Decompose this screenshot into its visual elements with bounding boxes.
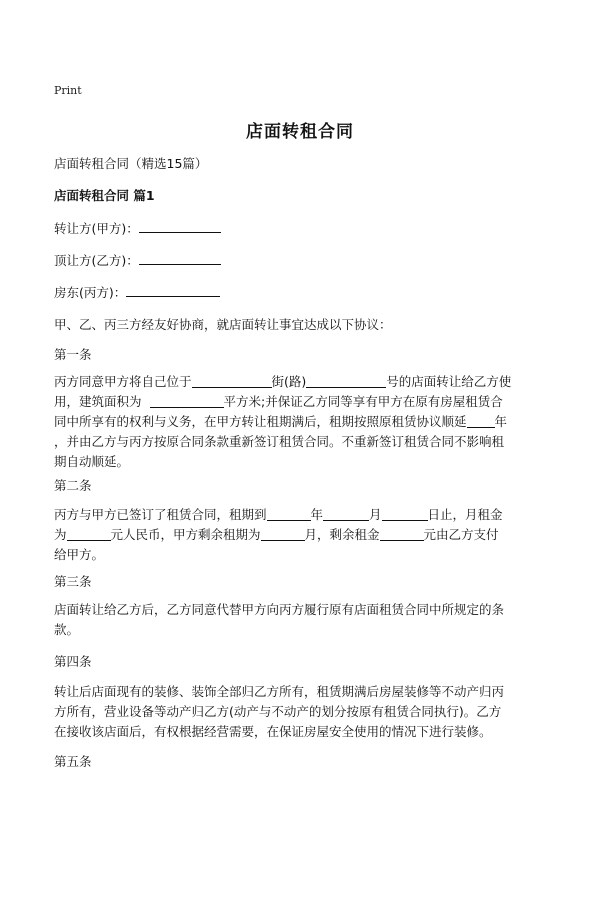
article-3-text: 款。 [54,622,80,637]
years-blank [467,414,495,428]
party-transferee-label: 顶让方(乙方)： [54,253,139,268]
print-label[interactable]: Print [54,84,82,97]
article-1-text: ，并由乙方与丙方按原合同条款重新签订租赁合同。不重新签订租赁合同不影响租 [54,434,505,449]
article-3-body [54,600,554,640]
party-transferor-blank [139,220,221,233]
article-1-body [54,372,554,472]
article-4-body [54,682,554,742]
article-4-title: 第四条 [54,654,92,669]
article-2-text: 元由乙方支付 [423,527,499,542]
document-subtitle: 店面转租合同（精选15篇） [54,156,208,171]
lease-day-blank [382,507,428,521]
party-transferor-label: 转让方(甲方)： [54,221,139,236]
article-1-text: 年 [494,414,508,429]
article-2-text: 月 [369,507,382,522]
article-2-text: 丙方与甲方已签订了租赁合同，租期到 [54,507,267,522]
article-4-text: 在接收该店面后，有权根据经营需要，在保证房屋安全使用的情况下进行装修。 [54,724,492,739]
section-heading: 店面转租合同 篇1 [54,188,155,203]
article-2-text: 月，剩余租金 [304,527,380,542]
number-blank [306,374,386,388]
article-4-text: 转让后店面现有的装修、装饰全部归乙方所有，租赁期满后房屋装修等不动产归丙 [54,684,505,699]
article-5-title: 第五条 [54,754,92,769]
article-2-body [54,505,554,565]
article-1-text: 同中所享有的权利与义务，在甲方转让租期满后，租期按照原租赁协议顺延 [54,414,467,429]
lease-month-blank [323,507,369,521]
article-1-text: 丙方同意甲方将自己位于 [54,374,192,389]
article-1-text: 街(路) [271,374,307,389]
article-1-text: 平方米;并保证乙方同等享有甲方在原有房屋租赁合 [223,394,503,409]
party-transferee-blank [139,252,221,265]
party-transferee-line [54,251,221,269]
article-3-title: 第三条 [54,574,92,589]
article-1-title: 第一条 [54,347,92,362]
article-2-text: 日止，月租金 [427,507,503,522]
article-1-text: 用，建筑面积为 [54,394,142,409]
street-blank [192,374,272,388]
party-landlord-blank [126,284,220,297]
article-2-text: 元人民币，甲方剩余租期为 [110,527,261,542]
party-landlord-label: 房东(丙方)： [54,285,127,300]
article-2-title: 第二条 [54,478,92,493]
article-2-text: 年 [310,507,324,522]
article-4-text: 方所有，营业设备等动产归乙方(动产与不动产的划分按原有租赁合同执行)。乙方 [54,704,502,719]
party-transferor-line [54,219,221,237]
remaining-rent-blank [380,527,424,541]
monthly-rent-blank [67,527,111,541]
article-3-text: 店面转让给乙方后，乙方同意代替甲方向丙方履行原有店面租赁合同中所规定的条 [54,602,505,617]
area-blank [150,394,224,408]
lease-year-blank [267,507,311,521]
party-landlord-line [54,283,220,301]
article-1-text: 号的店面转让给乙方使 [386,374,512,389]
intro-text: 甲、乙、丙三方经友好协商，就店面转让事宜达成以下协议： [54,317,392,332]
remaining-term-blank [261,527,305,541]
article-1-text: 期自动顺延。 [54,454,130,469]
article-2-text: 为 [54,527,67,542]
article-2-text: 给甲方。 [54,547,105,562]
document-title: 店面转租合同 [246,122,354,142]
